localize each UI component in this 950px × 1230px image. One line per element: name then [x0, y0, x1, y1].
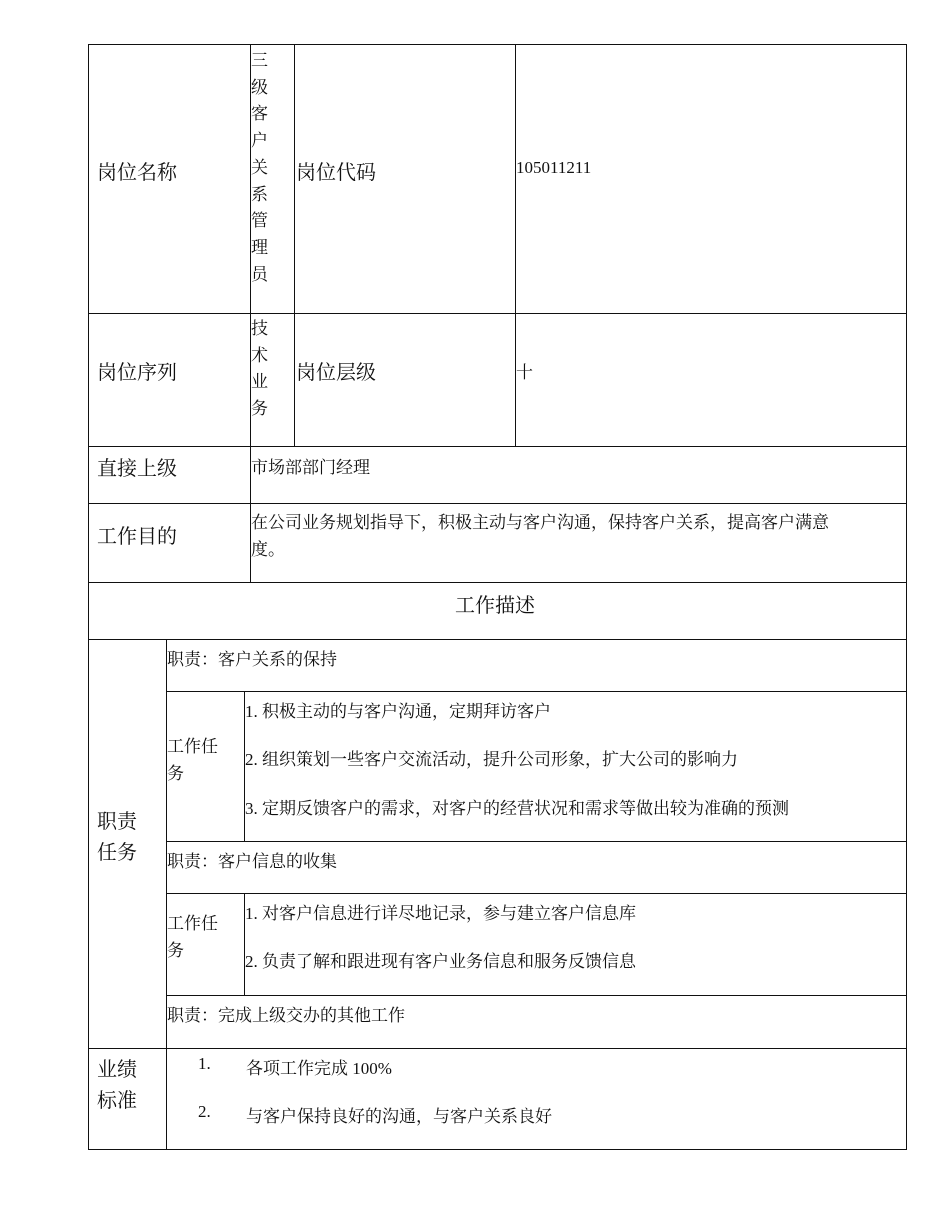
code-label: 岗位代码: [296, 162, 376, 184]
purpose-label: 工作目的: [97, 526, 177, 548]
performance-label-line1: 业绩: [97, 1059, 137, 1081]
duty-3-title: 职责：完成上级交办的其他工作: [167, 1006, 405, 1025]
task-item: 1. 积极主动的与客户沟通，定期拜访客户: [245, 702, 551, 721]
cell-code-value: [515, 44, 907, 314]
description-title: 工作描述: [455, 595, 535, 617]
cell-level-value: [515, 313, 907, 447]
duties-label-line1: 职责: [97, 811, 137, 833]
purpose-value-line2: 度。: [251, 540, 285, 559]
task-label-line2: 务: [167, 941, 184, 960]
name-label: 岗位名称: [97, 162, 177, 184]
superior-label: 直接上级: [97, 458, 177, 480]
duty-2-title: 职责：客户信息的收集: [167, 852, 337, 871]
performance-item-number: 1.: [198, 1054, 211, 1073]
task-item: 3. 定期反馈客户的需求，对客户的经营状况和需求等做出较为准确的预测: [245, 799, 789, 818]
name-value: 三级客户关系管理员: [251, 51, 268, 284]
code-value: 105011211: [516, 158, 592, 177]
performance-item: 各项工作完成 100%: [246, 1059, 392, 1078]
duties-label-line2: 任务: [97, 842, 137, 864]
performance-label-line2: 标准: [97, 1090, 137, 1112]
series-value: 技术业务: [251, 319, 268, 419]
task-label-line1: 工作任: [167, 737, 218, 756]
level-value: 十: [516, 363, 533, 382]
task-label-line2: 务: [167, 764, 184, 783]
task-item: 2. 负责了解和跟进现有客户业务信息和服务反馈信息: [245, 952, 636, 971]
task-item: 2. 组织策划一些客户交流活动，提升公司形象，扩大公司的影响力: [245, 750, 738, 769]
task-item: 1. 对客户信息进行详尽地记录，参与建立客户信息库: [245, 904, 636, 923]
performance-item: 与客户保持良好的沟通，与客户关系良好: [246, 1107, 552, 1126]
duty-1-title: 职责：客户关系的保持: [167, 650, 337, 669]
task-label-line1: 工作任: [167, 914, 218, 933]
series-label: 岗位序列: [97, 362, 177, 384]
level-label: 岗位层级: [296, 362, 376, 384]
purpose-value-line1: 在公司业务规划指导下，积极主动与客户沟通，保持客户关系，提高客户满意: [251, 513, 829, 532]
performance-item-number: 2.: [198, 1102, 211, 1121]
superior-value: 市场部部门经理: [251, 458, 370, 477]
